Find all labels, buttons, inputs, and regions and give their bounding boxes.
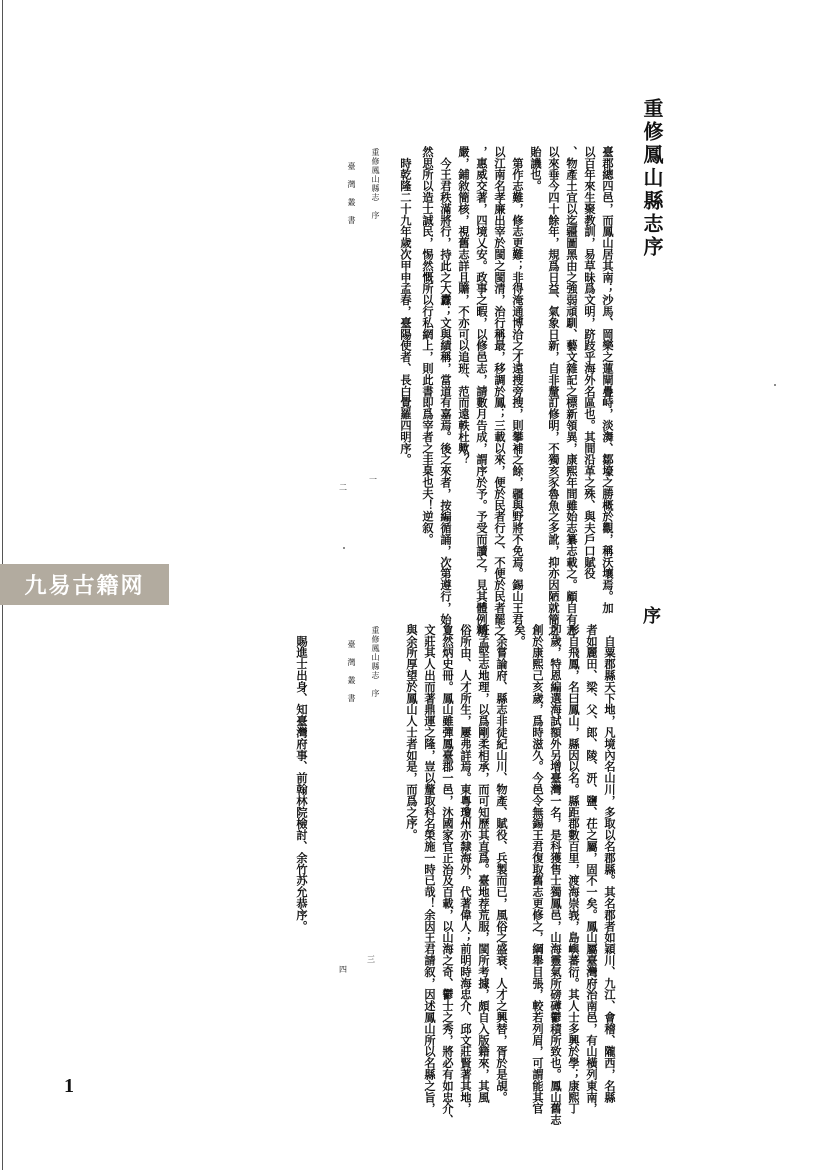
preface-2-column: 夐然炳史冊。鳳山雖彈鳳臺郡一邑，沐國家官正治及百載，以山海之奇、鬱士之秀，將必有如忠介、: [441, 624, 455, 1126]
preface-1-column: 、物產土宜以迄疆圖黑由之強弱頑馴、藝文雜記之標新領異，康熙年間雖始志纂志載之。顧自有志: [565, 146, 579, 637]
preface-2-column: 卯歲，特恩編選海試額外另增臺灣一名，是科獲售士獨鳳邑，山海靈氣所磅礡鬱積所致也。鳳山舊志: [549, 624, 563, 1126]
preface-1-column: 以百年來生聚教訓，易草昧爲文明，跻跂乎海外名區也。其間沿革之殊、與夫戶口賦役: [583, 146, 597, 580]
preface-2-column: 者如麗田、梁、父、郎、陵、汧、鹽、茌之屬，固不一矣。鳳山屬臺灣府治南邑，有山橫列東南，: [585, 624, 599, 1115]
preface-2-column: 矣。: [513, 624, 527, 647]
preface-1-column: 貽譏也。: [529, 146, 543, 192]
preface-1-column: 以江南名孝廉出宰於閩之閩清，治行稱最，移調於鳳；三載以來，便於民者行之、不便於民者罷之: [493, 146, 507, 637]
preface-2-column: 班孟堅志地理，以爲剛柔相承，而可知歷其直爲。臺地荐荒服，閩所考據，頗自入版籍來，其風: [477, 624, 491, 1103]
preface-1-column: 今王君秩滿將行，持此之大纛；文與績稱，當道有嘉焉。後之來者，按編循誦，次第遵行，始: [439, 146, 453, 625]
preface-2-column: 創於康熙己亥歲，爲時滋久。今邑令無錫王君復取舊志更修之，綱舉目張，較若列眉，可謂能其官: [531, 624, 545, 1115]
preface-2-signature: 賜進士出身、知臺灣府事、前翰林院檢討、余竹苏允恭序。: [295, 624, 309, 932]
preface-1-column: ，惠威交著，四境乂安。政事之暇，以修邑志，請數月告成，謂序於予。予受而讀之，見其體例精: [475, 146, 489, 637]
preface-2-page-b: 四: [339, 965, 347, 974]
speck: [343, 547, 345, 549]
preface-2-column: 俗所由、人才所生，屢弗詳焉。東粵瓊州亦隸海外，代著偉人；前明時海忠介、邱文莊賢著其地，: [459, 624, 473, 1115]
watermark-banner: [0, 564, 169, 605]
preface-1-column: 時乾隆二十九年歲次甲申孟春，臺陽使者、長白覺羅四明序。: [399, 146, 413, 466]
preface-2-column: 形自飛鳳，名曰鳳山，縣因以名。縣距郡數百里，渡海崇峩，島嶼蕃衍。其人士多興於學；康熙丁: [567, 624, 581, 1115]
preface-2-publisher: 臺 灣 叢 書: [347, 640, 356, 703]
preface-1-column: 嚴，鋪敘簡核，視舊志詳且贍，不亦可以追班、范而遠軼杜歟？: [457, 146, 471, 466]
preface-1-column: 第作志難，修志更難；非得淹通博洽之才遠搜旁搜，則攀補之餘，疆與野將不免焉。錫山王君: [511, 146, 525, 625]
preface-1-column: 以來垂今四十餘年，規爲日益、氣象日新，自非釐訂修明，不獨亥豕魯魚之多訛，抑亦因陋就簡之: [547, 146, 561, 637]
preface-1-column: 臺郡總四邑，而鳳山居其南；沙馬、岡樂之蓮閘疊峙，淡㵲、鄒壕之勝概於觀，稱沃壤焉。加: [601, 146, 615, 614]
watermark-text: 九易古籍网: [24, 573, 145, 599]
preface-1-publisher: 臺 灣 叢 書: [347, 162, 356, 225]
preface-2-column: 與余所厚望於鳳山人士者如是，而爲之序。: [405, 624, 419, 841]
page-number: 1: [64, 1075, 74, 1097]
preface-2-column: 文莊其人出而著鼎運之隆，豈以釐取科名榮施一時已哉！余因王君請叙，因述鳳山所以名縣之旨，: [423, 624, 437, 1115]
preface-1-title: 重修鳳山縣志序: [640, 98, 664, 259]
preface-1-page-b: 二: [339, 483, 347, 492]
preface-2-page-a: 三: [367, 955, 375, 964]
preface-1-page-a: 一: [369, 475, 377, 484]
preface-2-running-head: 重修鳳山縣志 序: [371, 626, 380, 698]
preface-2-title: 序: [640, 606, 661, 627]
preface-2-column: 自粟郡縣天下地，凡境內名山川，多取以名郡縣。其名郡者如穎川、九江、會稽、隴西，名縣: [603, 624, 617, 1103]
preface-1-running-head: 重修鳳山縣志 序: [371, 148, 380, 220]
preface-2-column: 余嘗論府、縣志非徒紀山川、物產、賦役、兵製而已，風俗之盛衰、人才之興替，胥於是覘。: [495, 624, 509, 1103]
speck: [774, 384, 776, 386]
preface-1-column: 然思所以造士誠民，惕然慨所以行私網上，則此書即爲宰者之圭臬也夫！逆叙。: [421, 146, 435, 545]
